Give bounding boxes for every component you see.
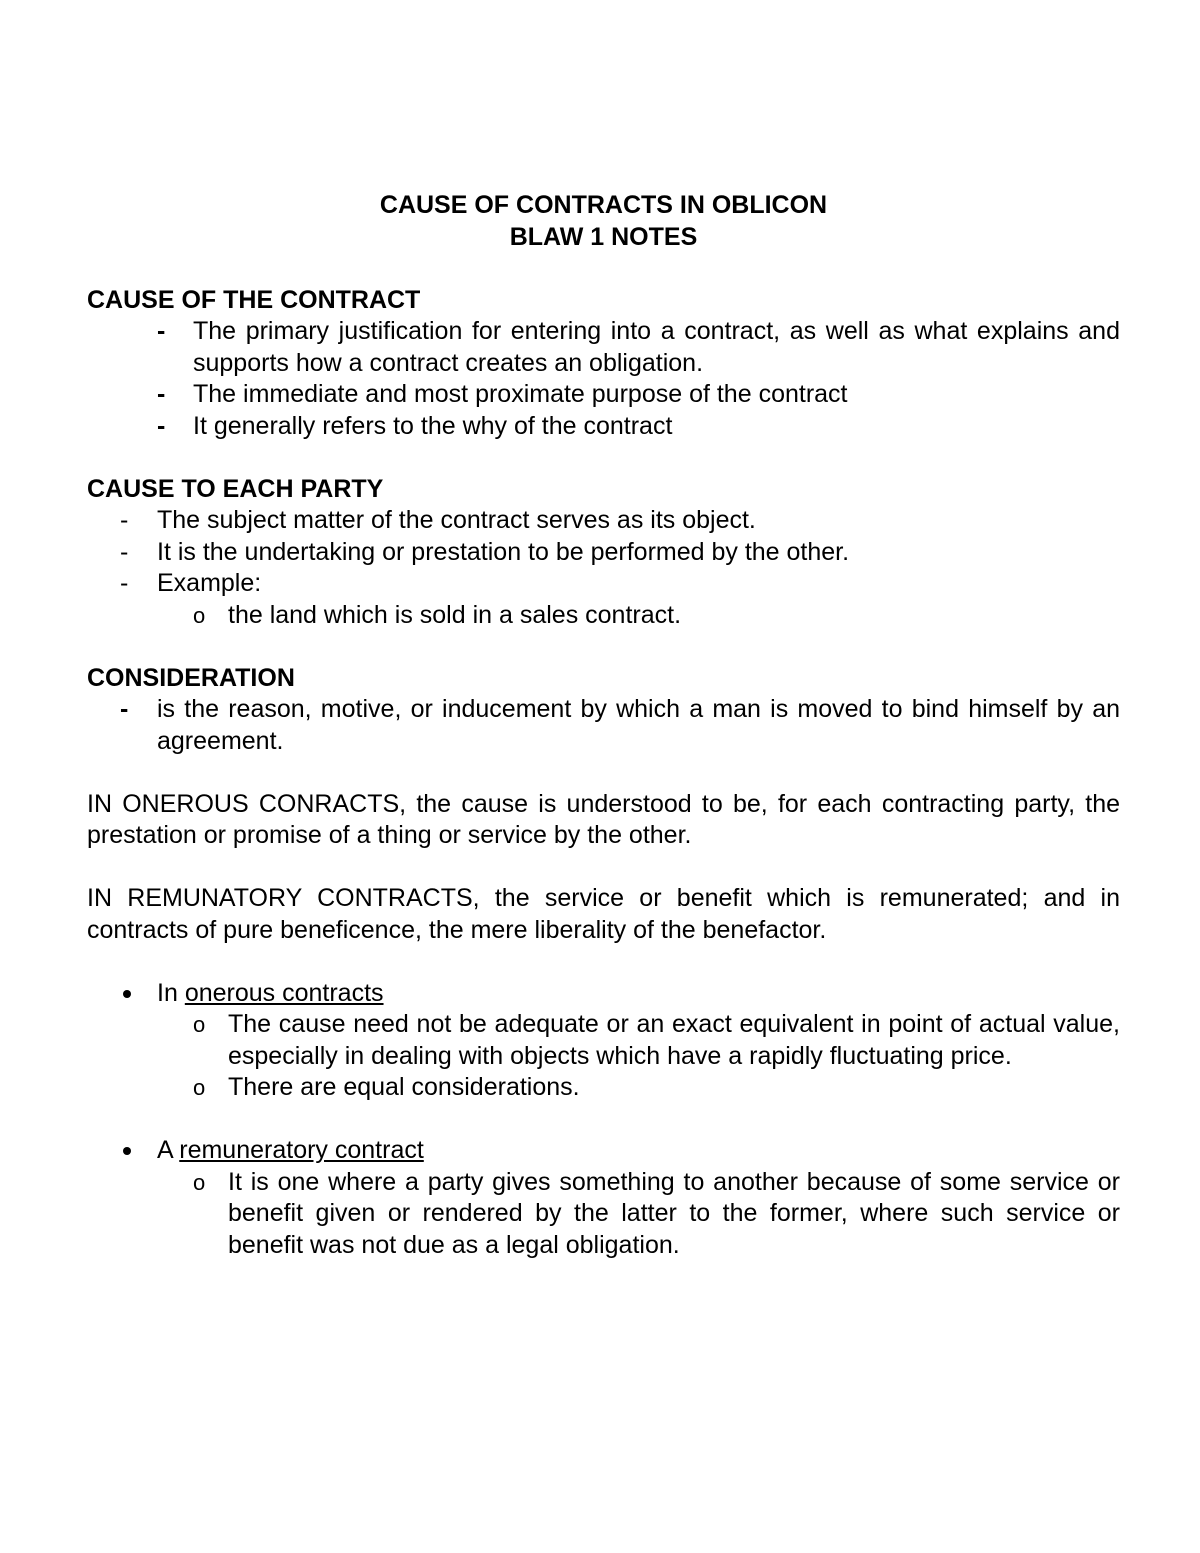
dash-marker: - — [157, 411, 166, 440]
underlined-term: onerous contracts — [184, 978, 384, 1007]
bullet-icon — [123, 990, 131, 998]
sub-list-item: o It is one where a party gives something to another because of some service or benefit given or rendered by the latter to the former, where such service or benefit was not due as a legal obligation. — [193, 1167, 1120, 1259]
dash-marker: - — [120, 506, 129, 534]
section-heading-cause-to-each-party: CAUSE TO EACH PARTY — [87, 474, 384, 503]
circle-marker: o — [193, 1169, 206, 1195]
sub-list-item: o There are equal considerations. — [87, 1072, 1120, 1104]
dash-marker: - — [120, 537, 129, 566]
bullet-item-onerous: In onerous contracts — [87, 978, 1120, 1010]
list-item: - is the reason, motive, or inducement by which a man is moved to bind himself by an agreement. — [120, 695, 1120, 755]
list-item: - The primary justification for entering into a contract, as well as what explains and supports how a contract creates an obligation. — [157, 317, 1120, 377]
circle-marker: o — [193, 602, 206, 628]
bullet-item-remuneratory: A remuneratory contract — [87, 1135, 1120, 1167]
bullet-icon — [123, 1147, 131, 1155]
dash-marker: - — [157, 317, 166, 345]
circle-marker: o — [193, 1075, 206, 1100]
circle-marker: o — [193, 1012, 206, 1037]
list-item: - The immediate and most proximate purpose of the contract — [87, 379, 1120, 411]
list-item: - Example: — [87, 568, 1120, 600]
section-heading-consideration: CONSIDERATION — [87, 663, 295, 692]
section-heading-cause-of-contract: CAUSE OF THE CONTRACT — [87, 285, 421, 314]
dash-marker: - — [120, 569, 129, 597]
list-item: - The subject matter of the contract serves as its object. — [87, 505, 1120, 537]
list-item: - It is the undertaking or prestation to be performed by the other. — [87, 537, 1120, 569]
dash-marker: - — [120, 695, 129, 723]
list-item: - It generally refers to the why of the contract — [87, 411, 1120, 443]
paragraph-remunatory: IN REMUNATORY CONTRACTS, the service or benefit which is remunerated; and in contracts of pure beneficence, the mere liberality of the benefactor. — [87, 884, 1120, 944]
dash-marker: - — [157, 380, 166, 408]
document-title: CAUSE OF CONTRACTS IN OBLICON — [379, 191, 828, 219]
document-page — [87, 190, 1120, 1261]
document-subtitle: BLAW 1 NOTES — [509, 222, 698, 251]
paragraph-onerous: IN ONEROUS CONRACTS, the cause is understood to be, for each contracting party, the prestation or promise of a thing or service by the other. — [87, 789, 1120, 849]
sub-list-item: o The cause need not be adequate or an exact equivalent in point of actual value, especially in dealing with objects which have a rapidly fluctuating price. — [193, 1010, 1120, 1070]
sub-list-item: o the land which is sold in a sales contract. — [87, 600, 1120, 632]
underlined-term: remuneratory contract — [179, 1136, 424, 1164]
